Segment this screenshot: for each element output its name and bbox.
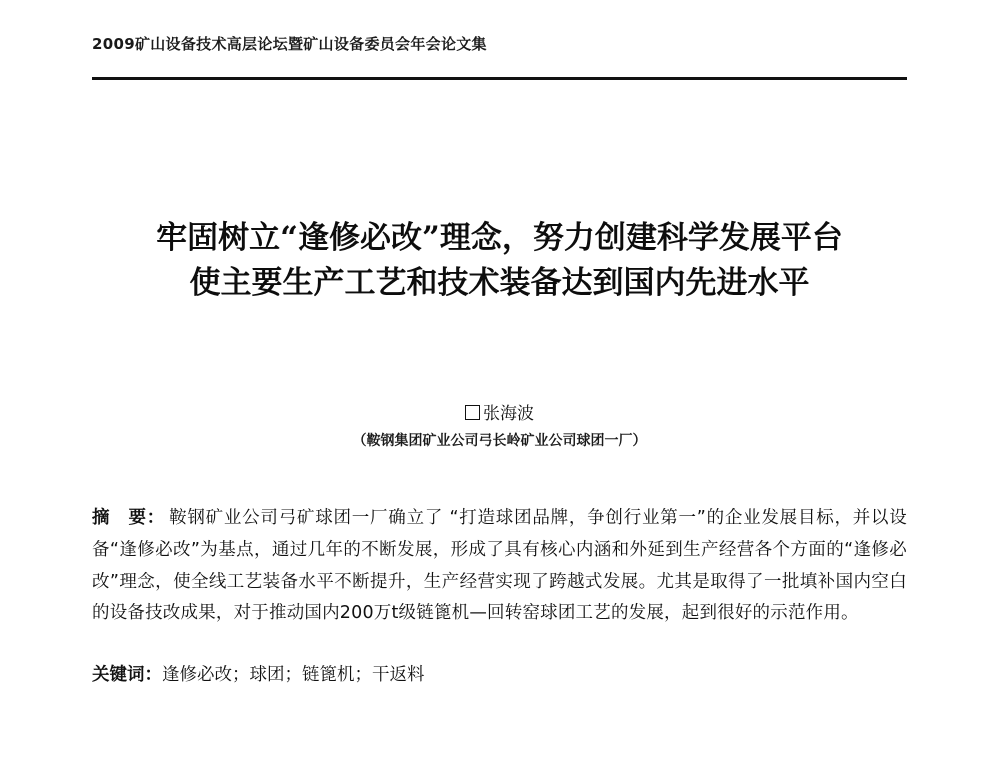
paper-title-line-1: 牢固树立“逢修必改”理念，努力创建科学发展平台 [156, 220, 843, 256]
running-header: 2009矿山设备技术高层论坛暨矿山设备委员会年会论文集 [92, 35, 487, 53]
author-affiliation: （鞍钢集团矿业公司弓长岭矿业公司球团一厂） [352, 433, 647, 449]
header-rule [92, 77, 907, 80]
keywords-text: 逢修必改；球团；链篦机；干返料 [162, 665, 425, 685]
keywords-line [92, 661, 907, 686]
keywords-label: 关键词： [92, 665, 162, 685]
abstract-paragraph [92, 503, 907, 630]
author-line [92, 399, 907, 424]
author-box-marker [465, 405, 480, 420]
author-name: 张海波 [483, 404, 534, 424]
abstract-text: 鞍钢矿业公司弓矿球团一厂确立了 “打造球团品牌，争创行业第一”的企业发展目标，并以设备“逢修必改”为基点，通过几年的不断发展，形成了具有核心内涵和外延到生产经营各个方面的“逢修必改”理念，使全线工艺装备水平不断提升，生产经营实现了跨越式发展。尤其是取得了一批填补国内空白的设备技改成果，对于推动国内200万t级链篦机—回转窑球团工艺的发展，起到很好的示范作用。 [92, 508, 907, 624]
abstract-label: 摘 要： [92, 508, 166, 528]
paper-title-line-2: 使主要生产工艺和技术装备达到国内先进水平 [189, 265, 810, 301]
